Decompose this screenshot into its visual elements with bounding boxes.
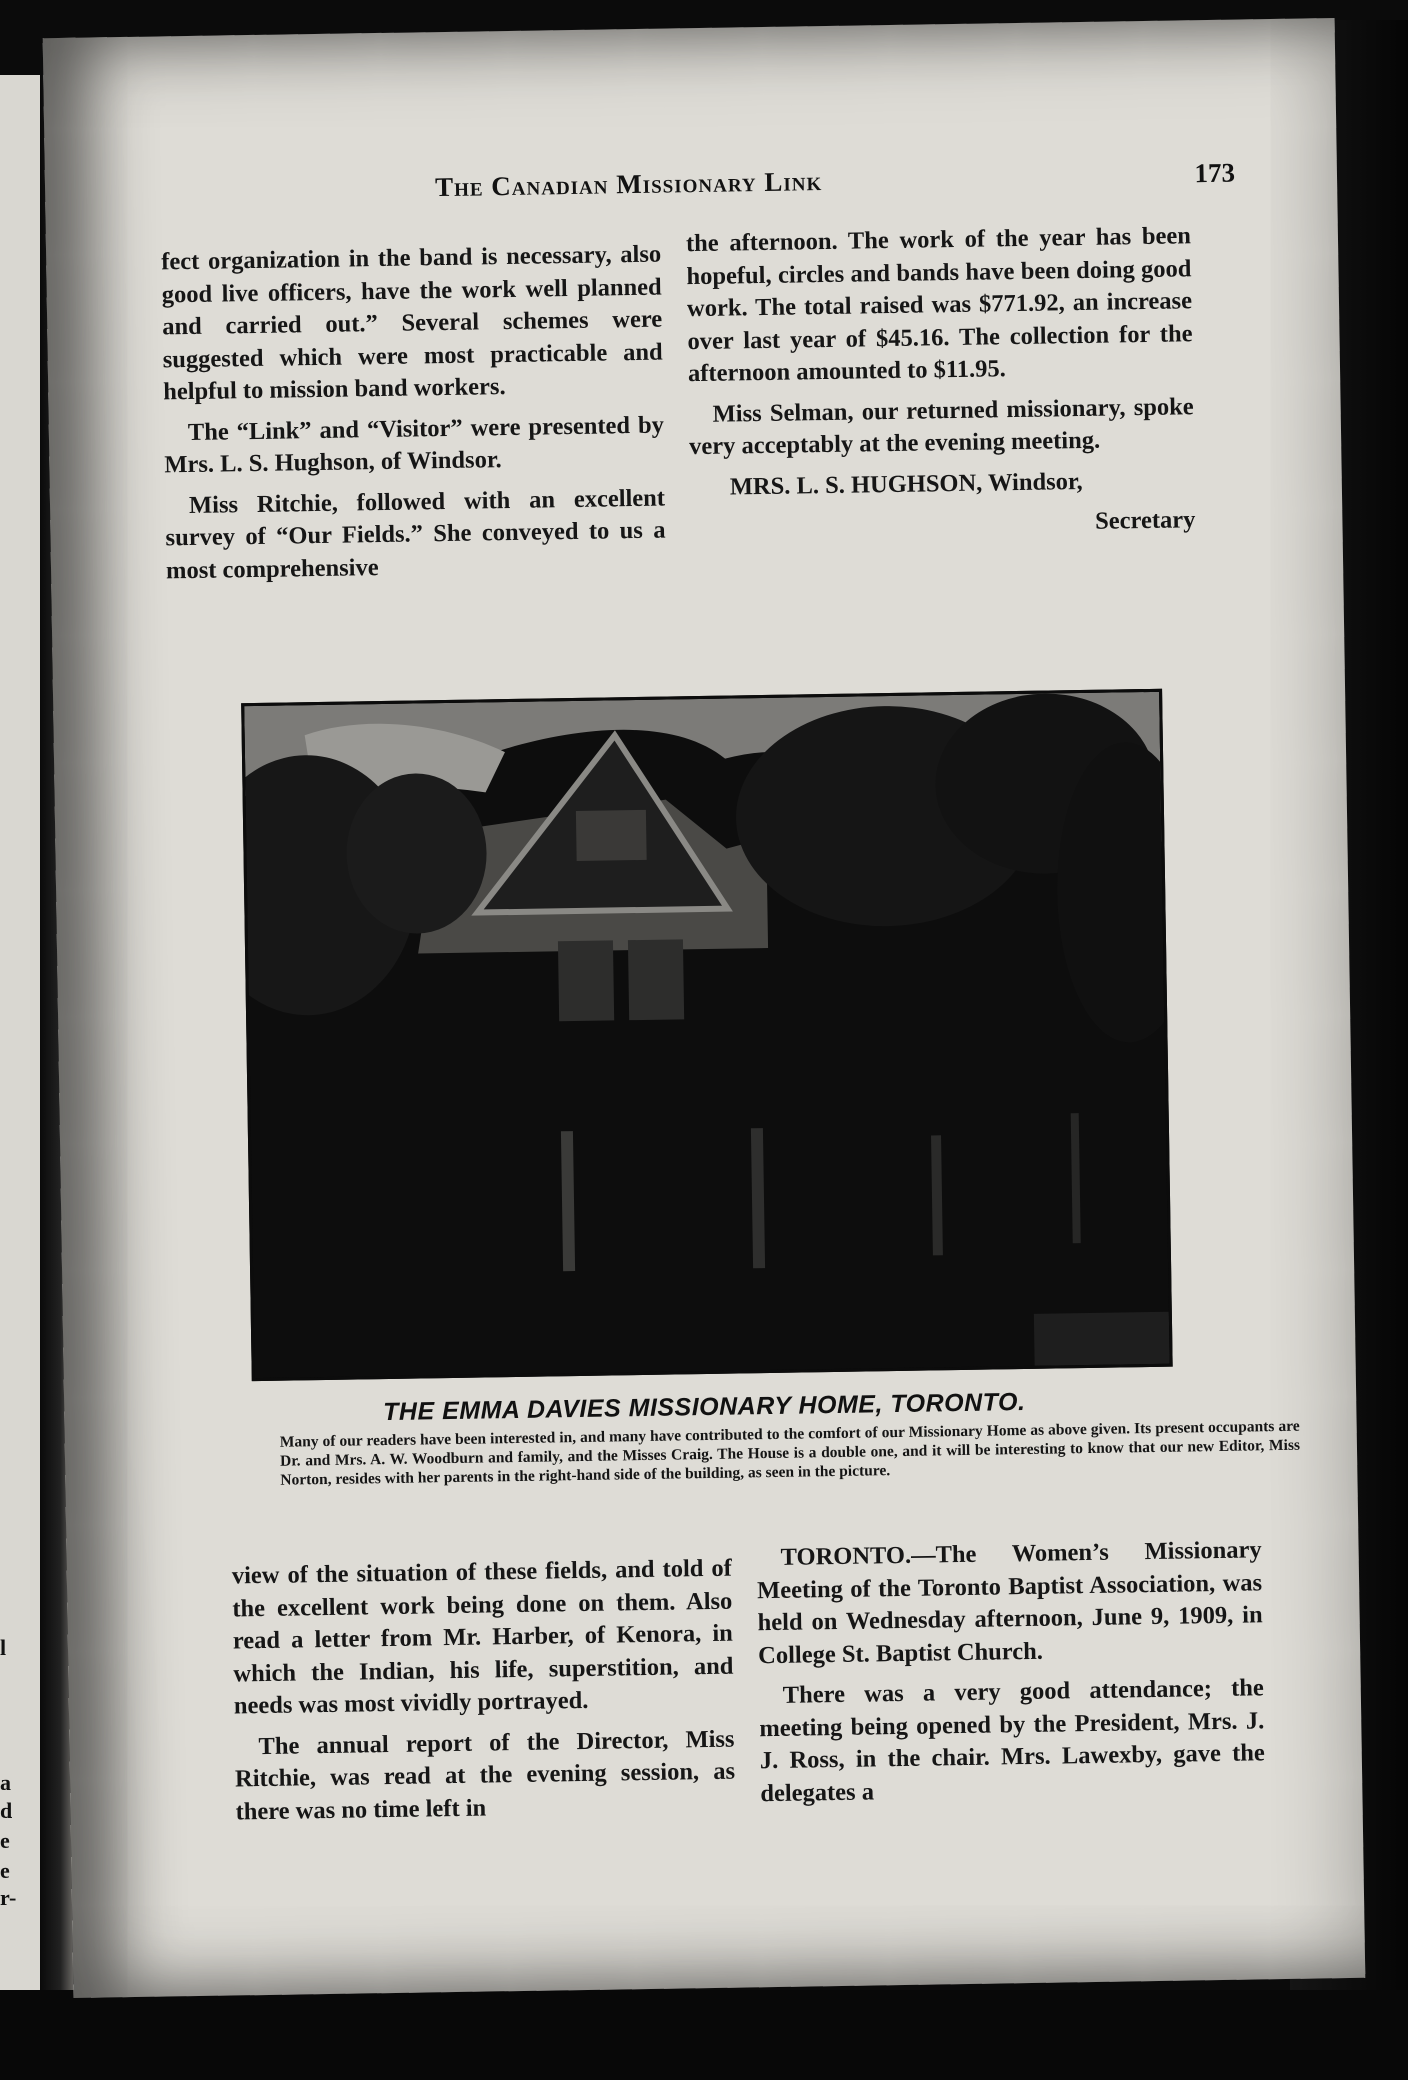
paragraph: view of the situation of these fields, and told of the excellent work being done on them. Also read a letter from Mr. Harber, of Kenora, in which the Indian, his life, superstition, and needs was most vividly portrayed. bbox=[231, 1554, 734, 1720]
bottom-right-column bbox=[756, 1534, 1265, 1818]
scanned-page bbox=[43, 18, 1366, 1998]
previous-page-strip bbox=[0, 75, 40, 1995]
margin-fragment: l bbox=[0, 1635, 7, 1660]
top-right-column bbox=[686, 220, 1196, 552]
signature-name: MRS. L. S. HUGHSON, Windsor, bbox=[729, 467, 1083, 501]
margin-fragment: a bbox=[0, 1770, 11, 1795]
paragraph: There was a very good attendance; the meeting being opened by the President, Mrs. J. J. Ross, in the chair. Mrs. Lawexby, gave the delegates a bbox=[759, 1674, 1265, 1807]
paragraph: TORONTO.—The Women’s Missionary Meeting of the Toronto Baptist Association, was held on Wednesday afternoon, June 9, 1909, in College St. Baptist Church. bbox=[756, 1536, 1263, 1669]
photo-caption-body: Many of our readers have been interested in, and many have contributed to the comfort of our Missionary Home as above given. Its present occupants are Dr. and Mrs. A. W. Woodburn and family, and the Misses Craig. The House is a double one, and it will be interesting to know that our new Editor, Miss Norton, resides with her parents in the right-hand side of the building, as seen in the picture. bbox=[279, 1417, 1301, 1489]
paragraph: fect organization in the band is necessary, also good live officers, have the work well planned and carried out.” Several schemes were suggested which were most practicable and helpful to mission band workers. bbox=[161, 240, 663, 406]
paragraph: Miss Selman, our returned missionary, spoke very acceptably at the evening meeting. bbox=[688, 392, 1194, 461]
page-number: 173 bbox=[1194, 157, 1236, 189]
paragraph: Miss Ritchie, followed with an excellent survey of “Our Fields.” She conveyed to us a most comprehensive bbox=[165, 484, 666, 584]
running-header bbox=[434, 157, 1236, 213]
bottom-left-column bbox=[232, 1553, 736, 1837]
margin-fragment: d bbox=[0, 1798, 13, 1823]
house-photograph bbox=[241, 689, 1173, 1381]
journal-title: The Canadian Missionary Link bbox=[434, 166, 823, 203]
margin-fragment: e bbox=[0, 1828, 10, 1853]
margin-fragment: r- bbox=[0, 1885, 17, 1910]
bottom-background bbox=[0, 1990, 1408, 2080]
paragraph: the afternoon. The work of the year has been hopeful, circles and bands have been doing good work. The total raised was $771.92, an increase over last year of $45.16. The collection for the afternoon amounted to $11.95. bbox=[685, 222, 1193, 388]
top-left-column bbox=[161, 239, 666, 596]
paragraph: The annual report of the Director, Miss Ritchie, was read at the evening session, as there was no time left in bbox=[234, 1725, 736, 1825]
house-photo-image bbox=[244, 692, 1169, 1378]
paragraph: The “Link” and “Visitor” were presented by Mrs. L. S. Hughson, of Windsor. bbox=[164, 411, 665, 479]
margin-fragment: e bbox=[0, 1858, 10, 1883]
photo-caption-title: THE EMMA DAVIES MISSIONARY HOME, TORONTO. bbox=[382, 1388, 1026, 1427]
signature-title: Secretary bbox=[1094, 506, 1196, 535]
